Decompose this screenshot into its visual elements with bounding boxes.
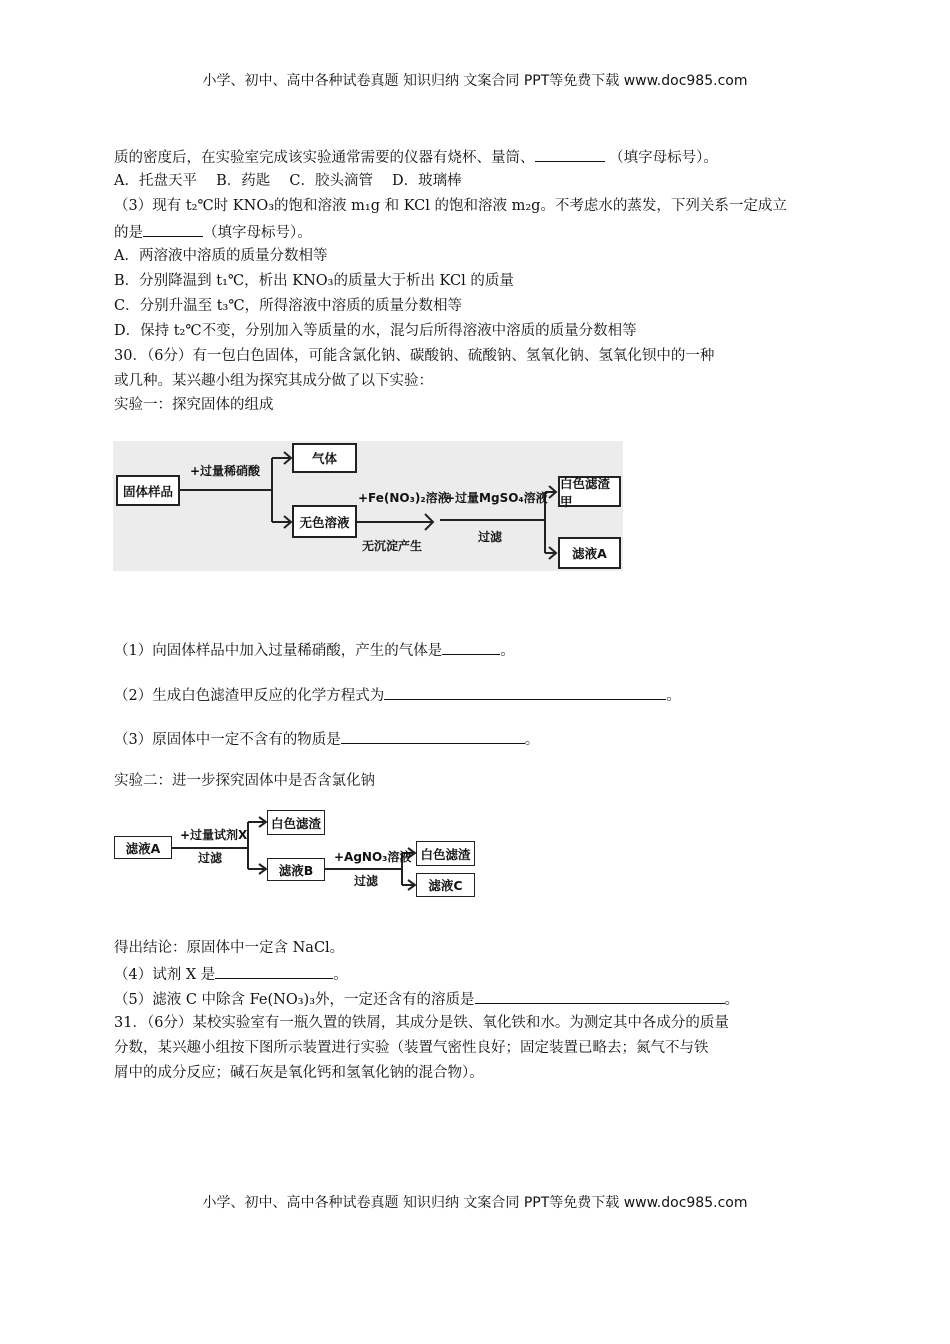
text: 的是 — [114, 225, 143, 241]
text: 质的密度后，在实验室完成该实验通常需要的仪器有烧杯、量筒、 — [114, 150, 535, 166]
answer-blank — [341, 728, 525, 744]
text-line: 实验二：进一步探究固体中是否含氯化钠 — [114, 773, 375, 789]
text-line — [114, 728, 539, 750]
text: 。 — [666, 688, 681, 704]
box-filtrate-a: 滤液A — [558, 537, 621, 569]
answer-blank — [475, 988, 725, 1004]
label-agno3: +AgNO₃溶液 — [334, 850, 412, 864]
text: （填字母标号）。 — [609, 150, 718, 166]
box-solid-sample: 固体样品 — [116, 475, 180, 506]
text-line: A．两溶液中溶质的质量分数相等 — [114, 248, 328, 264]
text: （4）试剂 X 是 — [114, 967, 216, 983]
label-mgso4: +过量MgSO₄溶液 — [445, 491, 548, 505]
text-line — [114, 684, 681, 706]
text: 。 — [500, 643, 515, 659]
text-line: 或几种。某兴趣小组为探究其成分做了以下实验： — [114, 373, 433, 389]
box-colorless-solution: 无色溶液 — [292, 505, 357, 538]
text-line: 屑中的成分反应；碱石灰是氧化钙和氢氧化钠的混合物）。 — [114, 1065, 484, 1081]
label-acid: +过量稀硝酸 — [190, 464, 261, 478]
label-fe-nitrate: +Fe(NO₃)₂溶液 — [358, 491, 450, 505]
text-line — [114, 963, 348, 985]
box-gas: 气体 — [292, 443, 357, 473]
text-line — [114, 988, 739, 1010]
label-filter: 过滤 — [478, 530, 503, 544]
text: （1）向固体样品中加入过量稀硝酸，产生的气体是 — [114, 643, 443, 659]
text: 。 — [333, 967, 348, 983]
text-line: D．保持 t₂℃不变，分别加入等质量的水，混匀后所得溶液中溶质的质量分数相等 — [114, 323, 637, 339]
box-white-residue: 白色滤渣 — [267, 810, 325, 835]
text: （5）滤液 C 中除含 Fe(NO₃)₃外，一定还含有的溶质是 — [114, 992, 475, 1008]
box-white-residue: 白色滤渣甲 — [558, 476, 621, 507]
answer-blank — [384, 684, 666, 700]
text-line: 30．（6分）有一包白色固体，可能含氯化钠、碳酸钠、硫酸钠、氢氧化钠、氢氧化钡中的一种 — [114, 348, 715, 364]
text-line: 实验一：探究固体的组成 — [114, 397, 274, 413]
label-filter: 过滤 — [354, 874, 379, 888]
box-filtrate-c: 滤液C — [416, 873, 475, 897]
answer-blank — [442, 639, 500, 655]
text: （填字母标号）。 — [203, 225, 312, 241]
text-line: B．分别降温到 t₁℃，析出 KNO₃的质量大于析出 KCl 的质量 — [114, 273, 514, 289]
text-line: 分数，某兴趣小组按下图所示装置进行实验（装置气密性良好；固定装置已略去；氮气不与铁 — [114, 1040, 709, 1056]
box-filtrate-a: 滤液A — [114, 836, 172, 859]
answer-blank — [215, 963, 333, 979]
text-line: A．托盘天平 B．药匙 C．胶头滴管 D．玻璃棒 — [114, 173, 462, 189]
label-filter: 过滤 — [198, 851, 223, 865]
box-filtrate-b: 滤液B — [267, 858, 325, 881]
text: 。 — [524, 732, 540, 748]
text-line: 31．（6分）某校实验室有一瓶久置的铁屑，其成分是铁、氧化铁和水。为测定其中各成分的质量 — [114, 1015, 729, 1031]
text-line — [114, 639, 515, 661]
box-white-residue: 白色滤渣 — [416, 841, 475, 866]
text-line: C．分别升温至 t₃℃，所得溶液中溶质的质量分数相等 — [114, 298, 463, 314]
label-reagent-x: +过量试剂X — [180, 828, 248, 842]
page-header: 小学、初中、高中各种试卷真题 知识归纳 文案合同 PPT等免费下载 www.doc985.com — [202, 73, 748, 89]
text: 。 — [724, 992, 740, 1008]
page-footer: 小学、初中、高中各种试卷真题 知识归纳 文案合同 PPT等免费下载 www.doc985.com — [202, 1195, 748, 1211]
label-no-precipitate: 无沉淀产生 — [362, 539, 423, 553]
text: （2）生成白色滤渣甲反应的化学方程式为 — [114, 688, 385, 704]
text: （3）原固体中一定不含有的物质是 — [114, 732, 341, 748]
text-line: 得出结论：原固体中一定含 NaCl。 — [114, 940, 345, 956]
text-line: （3）现有 t₂℃时 KNO₃的饱和溶液 m₁g 和 KCl 的饱和溶液 m₂g。不考虑水的蒸发，下列关系一定成立 — [114, 198, 787, 214]
